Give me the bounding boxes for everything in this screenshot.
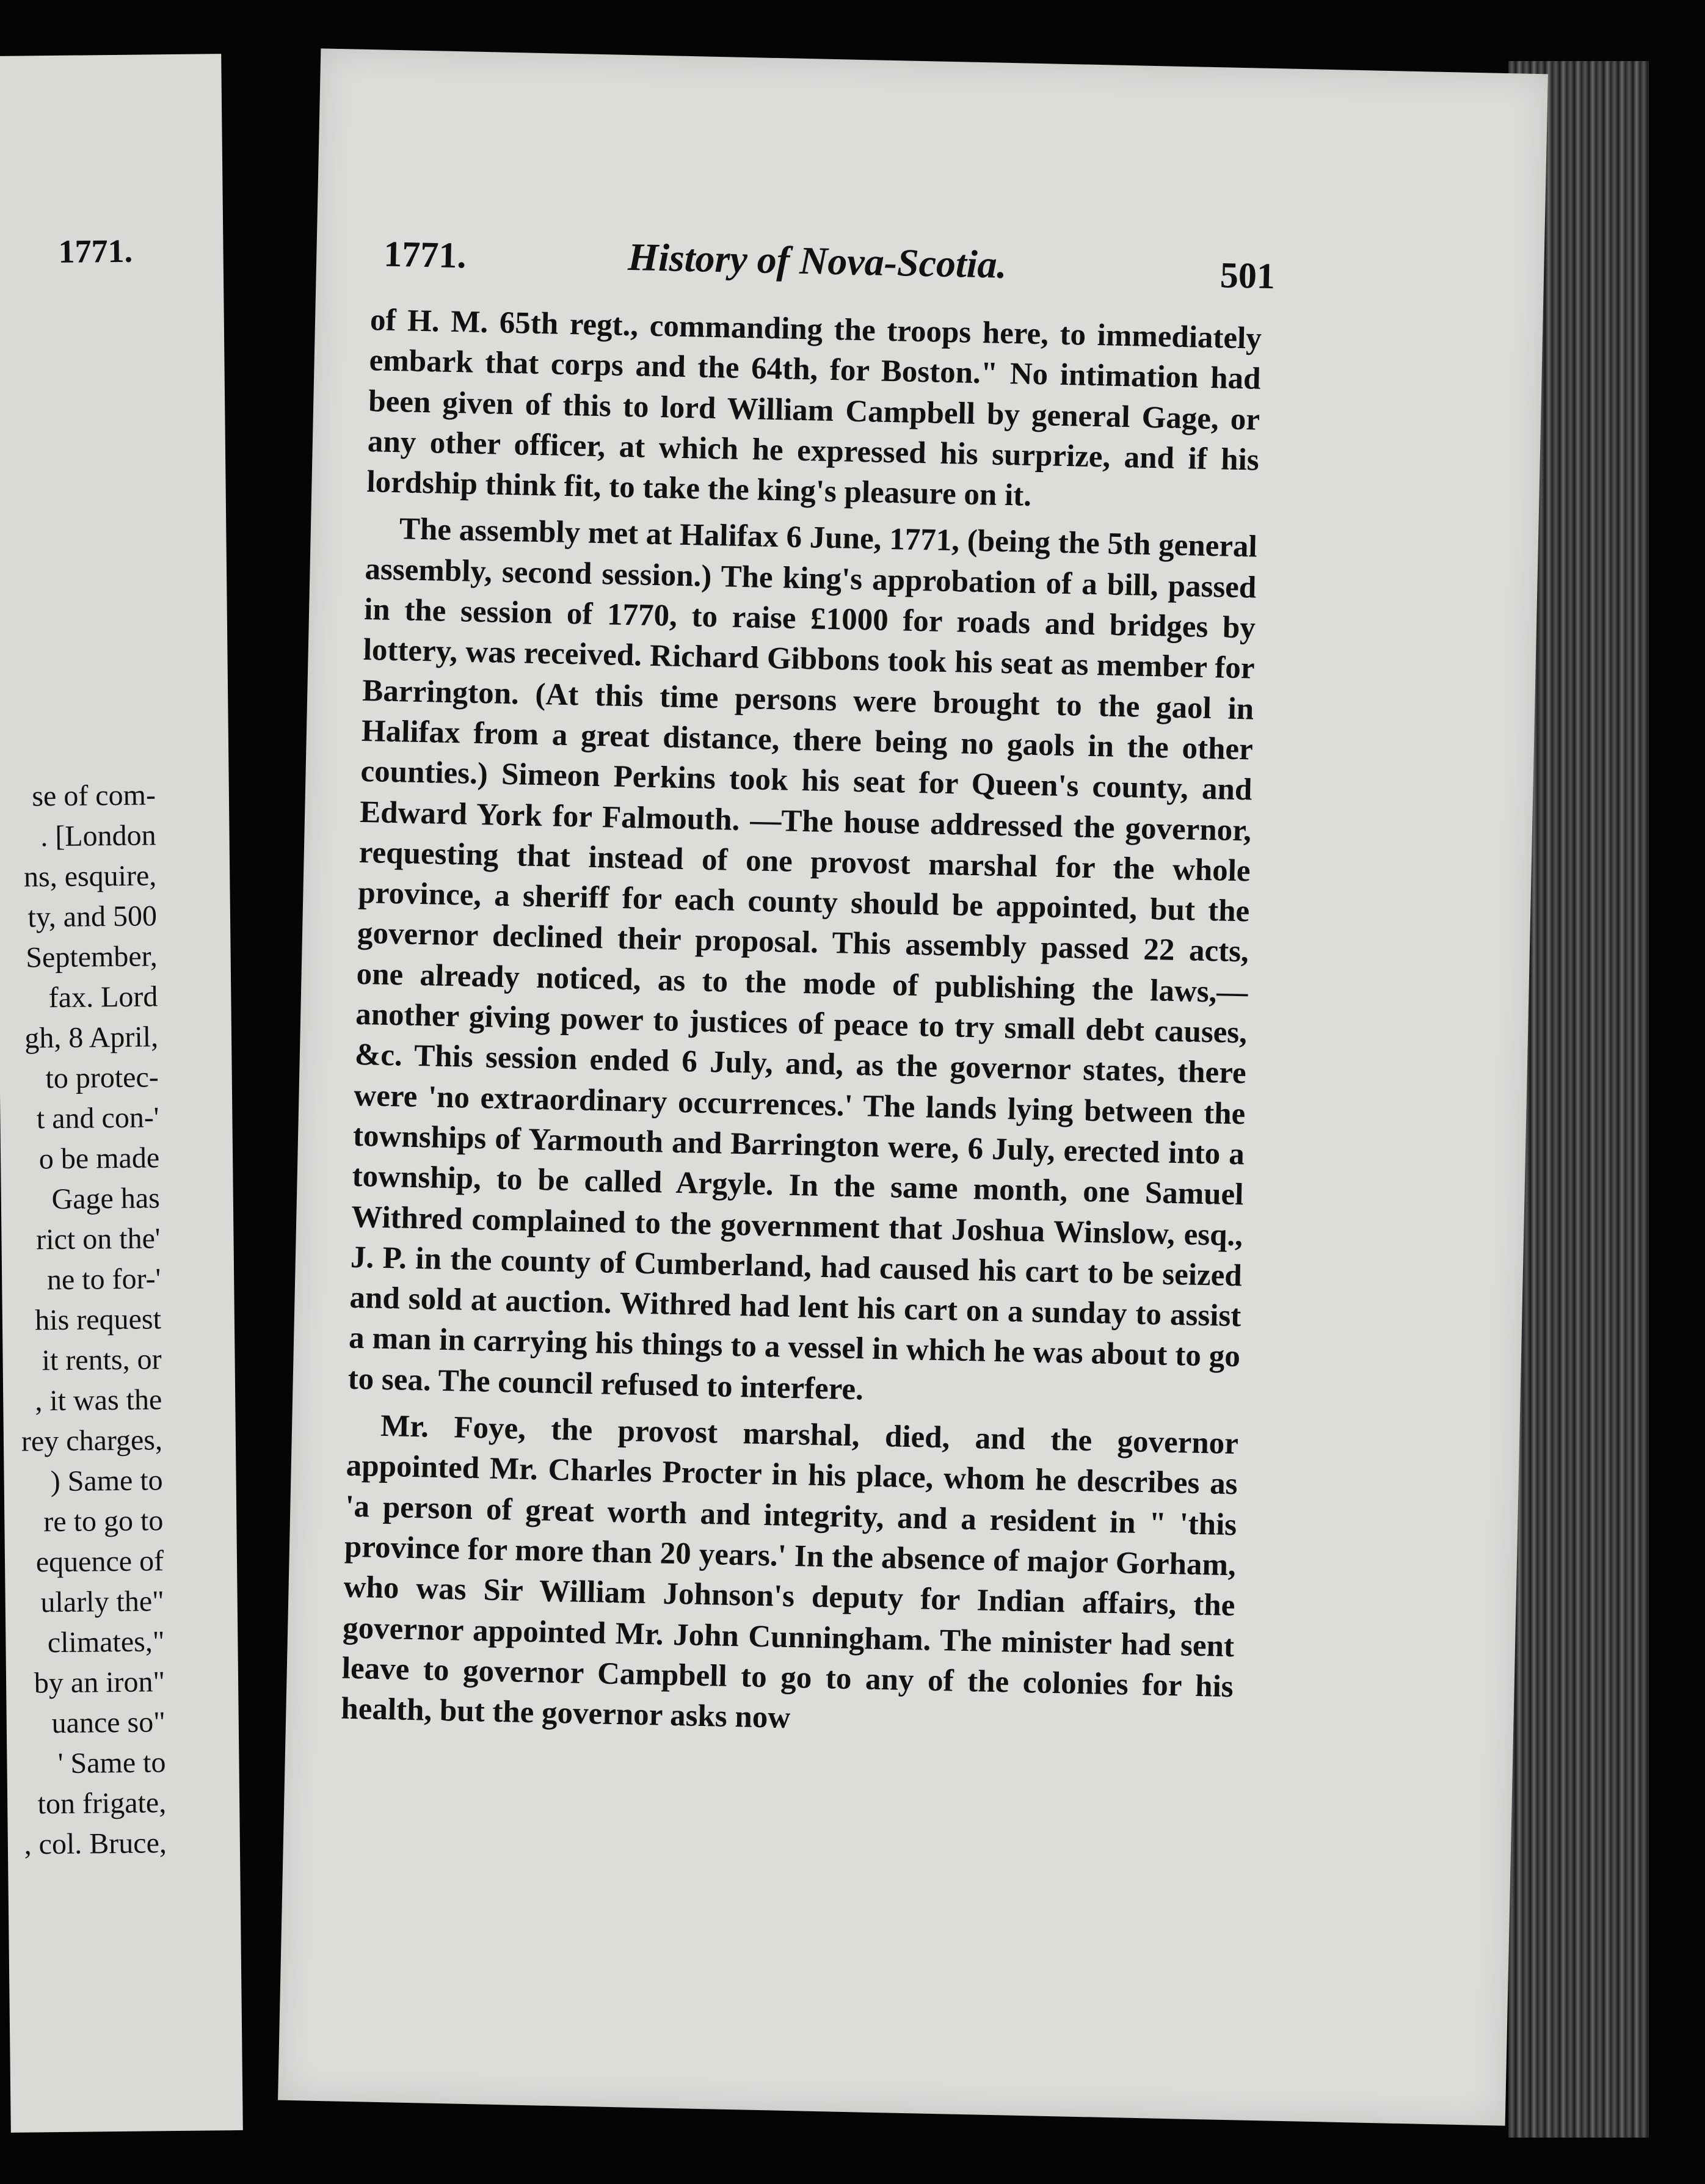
left-facing-page bbox=[0, 54, 243, 2133]
paragraph: Mr. Foye, the provost marshal, died, and the governor appointed Mr. Charles Procter in his place, whom he describes as 'a person of great worth and integrity, and a resident in " 'this province for more than 20 years.' In the absence of major Gorham, who was Sir William Johnson's deputy for Indian affairs, the governor appointed Mr. John Cunningham. The minister had sent leave to governor Campbell to go to any of the colonies for his health, but the governor asks now bbox=[340, 1408, 1239, 1736]
paragraph: The assembly met at Halifax 6 June, 1771, (being the 5th general assembly, second session.) The king's approbation of a bill, passed in the session of 1770, to raise £1000 for roads and bridges by lottery, was received. Richard Gibbons took his seat as member for Barrington. (At this time persons were brought to the gaol in Halifax from a great distance, there being no gaols in the other counties.) Simeon Perkins took his seat for Queen's county, and Edward York for Falmouth. —The house addressed the governor, requesting that instead of one provost marshal for the whole province, a sheriff for each county should be appointed, but the governor declined their proposal. This assembly passed 22 acts, one already noticed, as to the mode of publishing the laws,—another giving power to justices of peace to try small debt causes, &c. This session ended 6 July, and, as the governor states, there were 'no extraordinary occurrences.' The lands lying between the townships of Yarmouth and Barrington were, 6 July, erected into a township, to be called Argyle. In the same month, one Samuel Withred complained to the government that Joshua Winslow, esq., J. P. in the county of Cumberland, had caused his cart to be seized and sold at auction. Withred had lent his cart on a sunday to assist a man in carrying his things to a vessel in which he was about to go to sea. The council refused to interfere. bbox=[347, 512, 1258, 1407]
left-line: it rents, or bbox=[42, 1343, 162, 1377]
left-line: ' Same to bbox=[57, 1746, 166, 1780]
running-header bbox=[383, 233, 1275, 301]
left-line: to protec- bbox=[45, 1061, 159, 1095]
left-line: rey charges, bbox=[21, 1424, 163, 1458]
left-line: ) Same to bbox=[50, 1464, 163, 1498]
left-line: se of com- bbox=[32, 779, 156, 813]
left-line: gh, 8 April, bbox=[24, 1021, 159, 1055]
paragraph: of H. M. 65th regt., commanding the troops here, to immediately embark that corps and the 64th, for Boston." No intimation had been given of this to lord William Campbell by general Gage, or any other officer, at which he expressed his surprize, and if his lordship think fit, to take the king's pleasure on it. bbox=[366, 303, 1262, 514]
left-line: by an iron" bbox=[34, 1665, 165, 1700]
left-line: equence of bbox=[35, 1545, 164, 1579]
left-line: ne to for-' bbox=[46, 1262, 161, 1297]
left-line: ns, esquire, bbox=[23, 859, 157, 894]
page-number: 501 bbox=[1220, 255, 1276, 297]
left-line: o be made bbox=[38, 1141, 160, 1176]
left-line: climates," bbox=[47, 1625, 165, 1659]
main-page bbox=[278, 48, 1548, 2125]
left-line: , col. Bruce, bbox=[24, 1827, 167, 1861]
left-page-text-fragments bbox=[0, 774, 234, 1865]
left-line: ty, and 500 bbox=[27, 900, 158, 934]
left-line: ularly the" bbox=[40, 1585, 164, 1619]
left-page-header-year: 1771. bbox=[58, 232, 133, 270]
left-line: his request bbox=[34, 1303, 162, 1337]
left-line: uance so" bbox=[51, 1706, 166, 1740]
left-line: rict on the' bbox=[35, 1222, 161, 1256]
left-line: , it was the bbox=[35, 1383, 162, 1418]
body-text bbox=[341, 300, 1262, 1753]
left-line: re to go to bbox=[43, 1504, 164, 1538]
header-title: History of Nova-Scotia. bbox=[627, 235, 1008, 286]
left-line: ton frigate, bbox=[37, 1786, 167, 1821]
left-line: . [London bbox=[40, 819, 156, 853]
header-year: 1771. bbox=[383, 233, 467, 276]
left-line: Gage has bbox=[51, 1182, 161, 1216]
left-line: fax. Lord bbox=[48, 980, 158, 1014]
left-line: t and con-' bbox=[36, 1101, 159, 1135]
left-line: September, bbox=[26, 940, 158, 974]
